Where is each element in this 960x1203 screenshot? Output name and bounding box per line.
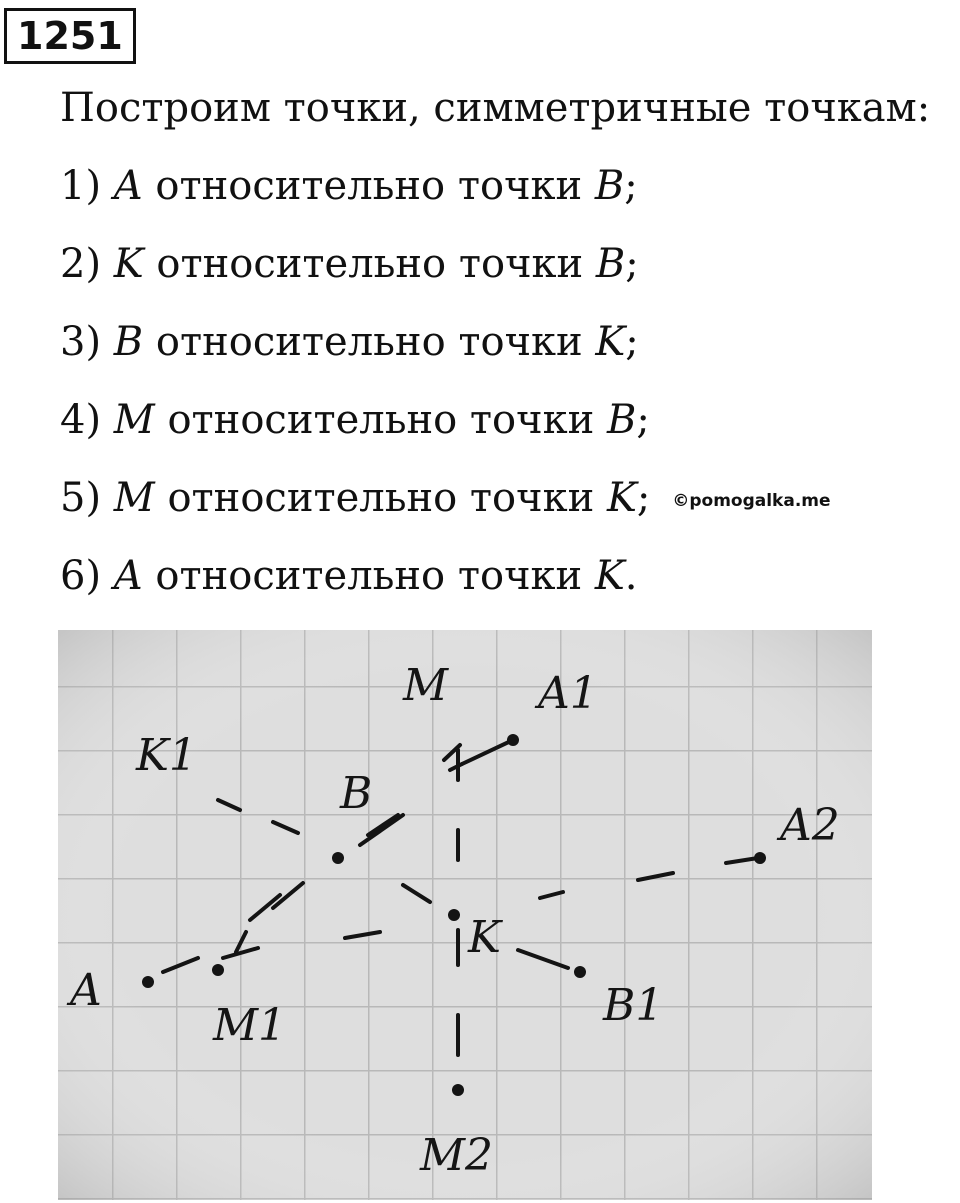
item-end: ; (625, 319, 639, 365)
item-number: 6) (60, 553, 102, 599)
item-text: относительно точки (155, 163, 583, 209)
label-B: B (340, 768, 373, 819)
item-text: относительно точки (167, 475, 595, 521)
point-M1 (212, 964, 224, 976)
point-M2 (452, 1084, 464, 1096)
label-M1: M1 (213, 1000, 287, 1051)
watermark: ©pomogalka.me (672, 491, 831, 511)
label-K1: K1 (136, 730, 197, 781)
item-number: 5) (60, 475, 102, 521)
item-reference: B (606, 397, 637, 443)
label-K: K (468, 912, 501, 963)
item-end: ; (625, 241, 639, 287)
item-point: M (113, 475, 155, 521)
problem-intro: Построим точки, симметричные точкам: (60, 85, 931, 131)
item-reference: B (595, 241, 626, 287)
label-M: M (403, 660, 449, 711)
label-A2: A2 (780, 800, 840, 851)
label-A1: A1 (538, 668, 598, 719)
symmetry-drawing (58, 630, 872, 1200)
item-point: K (113, 241, 144, 287)
label-A: A (70, 965, 102, 1016)
item-text: относительно точки (156, 241, 584, 287)
item-end: ; (636, 475, 651, 521)
item-number: 3) (60, 319, 102, 365)
label-B1: B1 (603, 980, 664, 1031)
list-item (60, 548, 638, 604)
item-number: 4) (60, 397, 102, 443)
point-A1 (507, 734, 519, 746)
list-item (60, 392, 650, 448)
point-A (142, 976, 154, 988)
point-B1 (574, 966, 586, 978)
point-B (332, 852, 344, 864)
item-reference: B (594, 163, 625, 209)
list-item (60, 236, 639, 292)
item-reference: K (594, 553, 625, 599)
item-number: 1) (60, 163, 102, 209)
point-A2 (754, 852, 766, 864)
item-text: относительно точки (167, 397, 595, 443)
label-M2: M2 (420, 1130, 494, 1181)
list-item (60, 470, 831, 529)
item-point: A (113, 553, 143, 599)
item-point: A (113, 163, 143, 209)
problem-number: 1251 (4, 8, 136, 64)
point-K (448, 909, 460, 921)
item-point: M (113, 397, 155, 443)
item-text: относительно точки (155, 553, 583, 599)
item-text: относительно точки (155, 319, 583, 365)
list-item (60, 314, 639, 370)
list-item (60, 158, 638, 214)
item-end: . (624, 553, 638, 599)
item-point: B (113, 319, 144, 365)
item-reference: K (595, 319, 626, 365)
item-number: 2) (60, 241, 102, 287)
item-end: ; (624, 163, 638, 209)
item-reference: K (606, 475, 637, 521)
item-end: ; (636, 397, 650, 443)
grid-drawing-photo (58, 630, 872, 1200)
